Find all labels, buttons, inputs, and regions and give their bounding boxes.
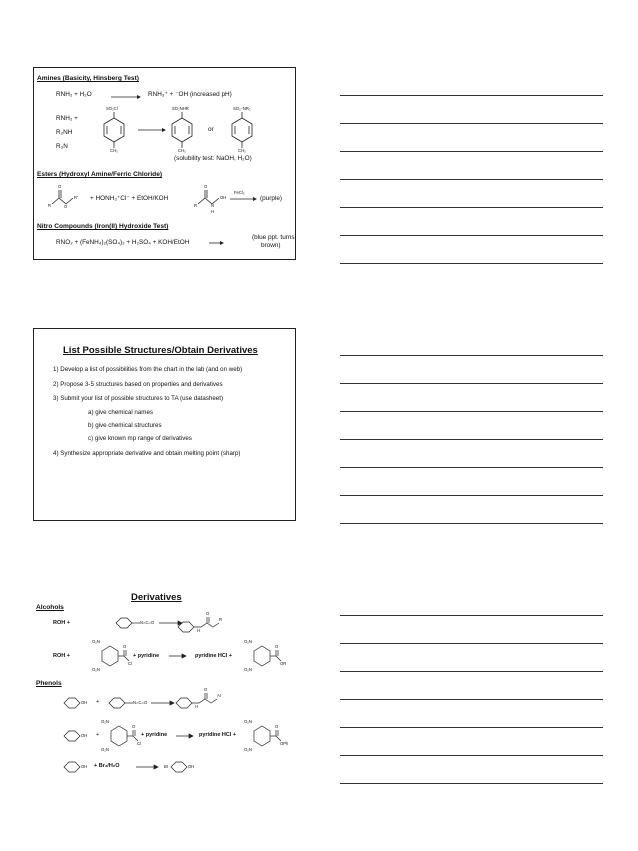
tertiary-amine: R₃N: [56, 143, 68, 150]
product2-methyl: CH₃: [238, 148, 246, 153]
phenol-oh-2: OH: [81, 733, 88, 738]
carbamate-ar: Ar: [217, 693, 222, 698]
slide-list-structures: [33, 328, 296, 521]
ester-o-2: O: [275, 724, 279, 729]
isocyanate-label-1: N=C=O: [140, 620, 155, 625]
o2n-top-4: O₂N: [244, 719, 252, 724]
note-line: [340, 207, 603, 208]
bromo-oh: OH: [188, 764, 195, 769]
ester-result: (purple): [260, 195, 283, 202]
aryl-carbamate-ring: [176, 698, 192, 708]
acyl-cl-2: Cl: [137, 741, 141, 746]
amine-arrow-head: [137, 95, 141, 99]
note-line: [340, 383, 603, 384]
slide3-title: Derivatives: [131, 592, 182, 603]
carbamate-o-1: O: [206, 611, 210, 616]
roh-label-1: ROH +: [53, 620, 70, 626]
dinitrobenzoyl-chloride-ring: [102, 646, 118, 666]
dinitrobenzoyl-chloride-ring-2: [111, 726, 127, 746]
o2n-top-1: O₂N: [92, 639, 100, 644]
phenol-ring-1: [64, 698, 80, 708]
alcohols-heading: Alcohols: [36, 604, 64, 611]
sulfonamide-anion-ring: [232, 112, 252, 148]
hydroxamic-oh: OH: [220, 195, 227, 200]
step-3a: a) give chemical names: [88, 409, 153, 416]
slide3-structures: [33, 590, 296, 783]
amine-reactant: RNH₂ + H₂O: [56, 91, 92, 98]
bromine-label: + Br₂/H₂O: [94, 763, 120, 769]
nitro-reagents: RNO₂ + (FeNH₄)₂(SO₄)₂ + H₂SO₄ + KOH/EtOH: [56, 239, 190, 246]
primary-amine: RNH₂ +: [56, 115, 78, 122]
sulfonyl-chloride-ring: [104, 112, 124, 148]
note-line: [340, 699, 603, 700]
note-line: [340, 671, 603, 672]
hydroxamic-n: N: [211, 203, 215, 208]
slide-derivatives: [33, 590, 296, 783]
phenol-ring-3: [64, 762, 80, 772]
carbamate-h-1: H: [197, 628, 201, 633]
o2n-top-3: O₂N: [101, 719, 109, 724]
step-3c: c) give known mp range of derivatives: [88, 435, 192, 442]
ester-r-prime: R': [74, 195, 78, 200]
phenol-oh-1: OH: [81, 700, 88, 705]
roh-label-2: ROH +: [53, 653, 70, 659]
note-line: [340, 151, 603, 152]
fecl3-label: FeCl₃: [234, 190, 245, 195]
sulfonyl-chloride-label: SO₂Cl: [106, 106, 118, 111]
ester-oph: OPh: [280, 741, 289, 746]
isocyanate-ring-2: [109, 698, 125, 708]
note-line: [340, 755, 603, 756]
sulfonamide-label: SO₂NHR: [172, 106, 189, 111]
ester-or: OR: [280, 661, 287, 666]
acyl-o-2: O: [132, 724, 136, 729]
pyridine-label-2: + pyridine: [141, 732, 168, 738]
note-line: [340, 727, 603, 728]
step-3: 3) Submit your list of possible structures to TA (use datasheet): [53, 395, 224, 402]
reagent-methyl: CH₃: [110, 148, 118, 153]
slide2-title: List Possible Structures/Obtain Derivatives: [63, 345, 258, 356]
sulfonamide-anion-label: SO₂⁻NR₂: [233, 106, 251, 111]
carbamate-h-2: H: [195, 704, 199, 709]
ester-structure: [52, 190, 73, 204]
pyridine-hcl-label-1: pyridine HCl +: [195, 653, 233, 659]
o2n-bottom-3: O₂N: [101, 747, 109, 752]
amine-product: RNH₃⁺ + ⁻OH (increased pH): [148, 91, 232, 98]
acyl-o-1: O: [123, 644, 127, 649]
note-line: [340, 411, 603, 412]
hydroxamic-r: R: [194, 203, 198, 208]
note-line: [340, 179, 603, 180]
bromophenol-ring: [171, 762, 187, 772]
note-line: [340, 235, 603, 236]
or-label: or: [208, 126, 214, 133]
o2n-top-2: O₂N: [244, 639, 252, 644]
ester-o-1: O: [275, 644, 279, 649]
esters-heading: Esters (Hydroxyl Amine/Ferric Chloride): [37, 171, 163, 178]
note-line: [340, 467, 603, 468]
dinitrobenzoate-ring: [254, 646, 270, 666]
phenol-oh-3: OH: [81, 764, 88, 769]
note-line: [340, 495, 603, 496]
phenols-heading: Phenols: [36, 680, 62, 687]
bromo-br: Br: [164, 764, 169, 769]
note-line: [340, 439, 603, 440]
plus-1: +: [96, 699, 100, 705]
solubility-note: (solubility test: NaOH, H₂O): [174, 155, 252, 162]
step-2: 2) Propose 3-5 structures based on properties and derivatives: [53, 381, 223, 388]
phenol-ring-2: [64, 731, 80, 741]
step-1: 1) Develop a list of possibilities from the chart in the lab (and on web): [53, 366, 243, 373]
o2n-bottom-1: O₂N: [92, 667, 100, 672]
carbamate-o-2: O: [204, 687, 208, 692]
carbamate-r: R: [219, 617, 223, 622]
slide-functional-group-tests: [33, 67, 296, 260]
step-4: 4) Synthesize appropriate derivative and obtain melting point (sharp): [53, 450, 241, 457]
pyridine-hcl-label-2: pyridine HCl +: [199, 732, 237, 738]
phenyl-isocyanate-ring: [116, 618, 132, 628]
plus-2: +: [96, 732, 100, 738]
phenyl-dinitrobenzoate-ring: [254, 726, 270, 746]
secondary-amine: R₂NH: [56, 129, 73, 136]
note-line: [340, 783, 603, 784]
step-3b: b) give chemical structures: [88, 422, 162, 429]
note-line: [340, 523, 603, 524]
note-line: [340, 355, 603, 356]
hydroxamic-acid-structure: [198, 190, 219, 204]
hydroxamic-o: O: [204, 184, 208, 189]
note-line: [340, 123, 603, 124]
ester-carbonyl-o: O: [58, 184, 62, 189]
note-line: [340, 263, 603, 264]
amines-heading: Amines (Basicity, Hinsberg Test): [37, 75, 139, 82]
note-line: [340, 615, 603, 616]
nitro-heading: Nitro Compounds (Iron(II) Hydroxide Test): [37, 223, 169, 230]
o2n-bottom-4: O₂N: [244, 747, 252, 752]
ester-reagents: + HONH₃⁺Cl⁻ + EtOH/KOH: [90, 195, 169, 202]
acyl-cl-1: Cl: [128, 661, 132, 666]
sulfonamide-ring: [172, 112, 192, 148]
o2n-bottom-2: O₂N: [244, 667, 252, 672]
pyridine-label-1: + pyridine: [133, 653, 160, 659]
ester-r: R: [48, 203, 52, 208]
note-line: [340, 95, 603, 96]
product1-methyl: CH₃: [178, 148, 186, 153]
isocyanate-label-2: N=C=O: [133, 700, 148, 705]
nitro-result-line2: brown): [261, 242, 281, 249]
note-line: [340, 643, 603, 644]
hydroxamic-h: H: [211, 209, 215, 214]
nitro-result-line1: (blue ppt. turns: [252, 234, 295, 241]
ester-ether-o: O: [64, 204, 68, 209]
